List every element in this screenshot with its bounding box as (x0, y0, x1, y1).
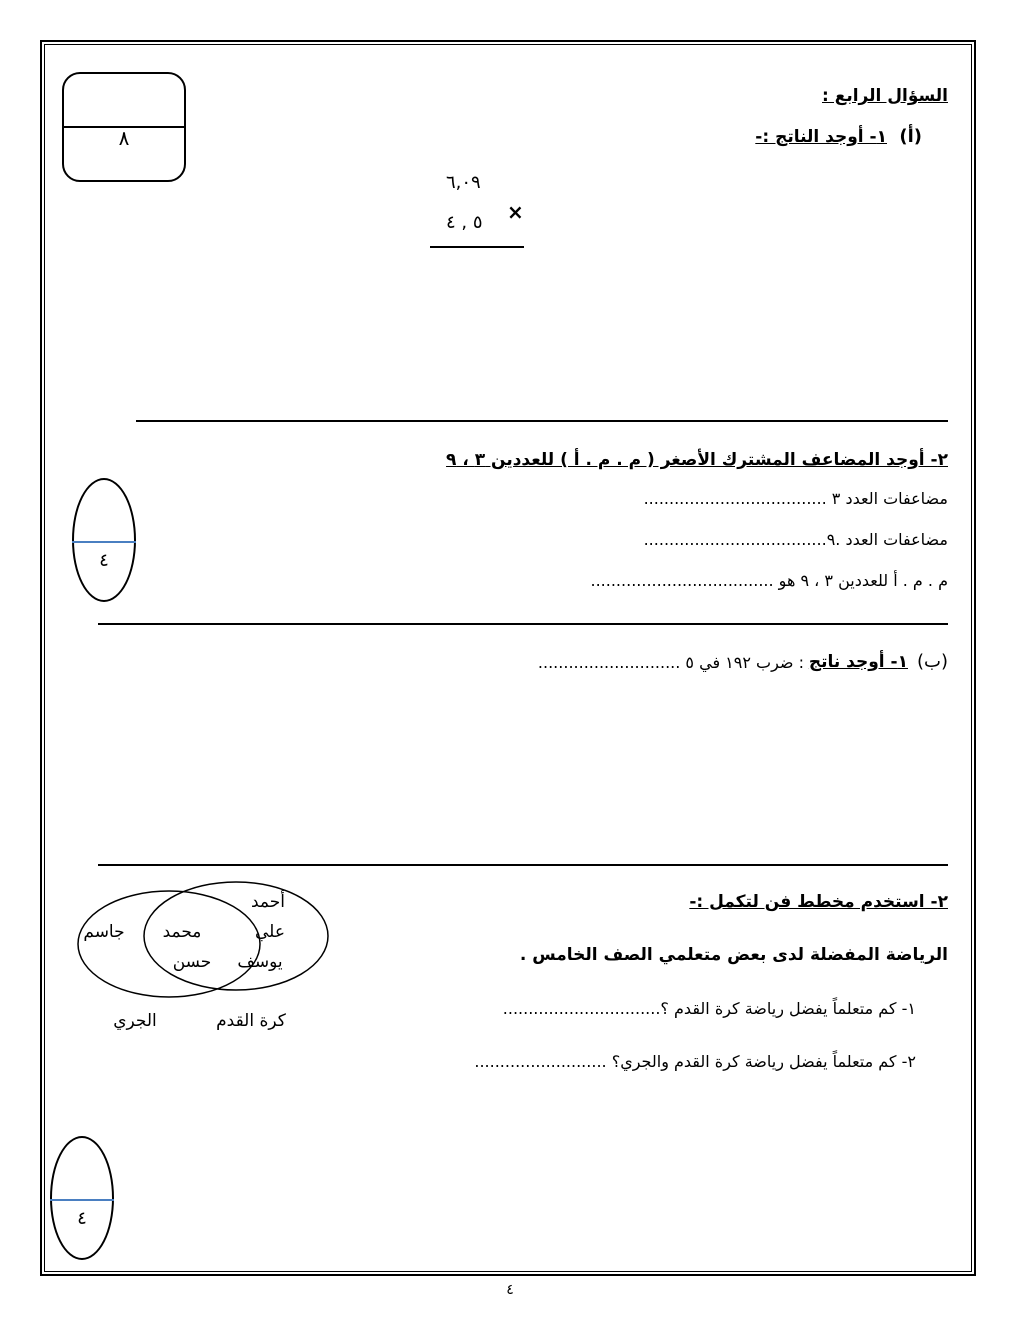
part-b-label: (ب) (917, 651, 948, 672)
divider-2 (98, 623, 948, 625)
lcm-line-2: مضاعفات العدد .٩.................................... (643, 530, 948, 549)
venn-right-only-2: علي (255, 922, 285, 942)
multiplication-line (430, 246, 524, 248)
divider-1 (136, 420, 948, 422)
venn-both-2: حسن (172, 952, 212, 972)
venn-label-running: الجري (113, 1011, 157, 1031)
lcm-title: ٢- أوجد المضاعف المشترك الأصغر ( م . م . أ ) للعددين ٣ ، ٩ (446, 450, 948, 470)
venn-score-oval (50, 1136, 114, 1260)
venn-both-1: محمد (162, 922, 202, 942)
venn-score-divider (50, 1199, 114, 1201)
multiplier: ٥ , ٤ (446, 212, 483, 233)
lcm-line-3: م . م . أ للعددين ٣ ، ٩ هو .................................... (590, 571, 948, 590)
divider-3 (98, 864, 948, 866)
venn-subtitle: الرياضة المفضلة لدى بعض متعلمي الصف الخامس . (519, 945, 948, 965)
lcm-score: ٤ (99, 550, 109, 571)
lcm-score-divider (72, 541, 136, 543)
venn-right-only-3: يوسف (237, 952, 283, 972)
lcm-score-oval (72, 478, 136, 602)
venn-left-only-1: جاسم (83, 922, 125, 942)
multiplicand: ٦,٠٩ (446, 172, 481, 193)
venn-score: ٤ (77, 1208, 87, 1229)
part-b-item1-text: : ضرب ١٩٢ في ٥ ............................ (537, 653, 804, 672)
venn-question-2: ٢- كم متعلماً يفضل رياضة كرة القدم والجري؟ .......................... (474, 1052, 916, 1071)
venn-question-1: ١- كم متعلماً يفضل رياضة كرة القدم ؟............................... (502, 999, 916, 1018)
part-b-item1-title: ١- أوجد ناتج (808, 652, 908, 672)
part-a-label: (أ) (899, 126, 922, 147)
venn-circle-running (78, 891, 260, 997)
venn-label-football: كرة القدم (216, 1011, 286, 1031)
lcm-line-1: مضاعفات العدد ٣ .................................... (643, 489, 948, 508)
times-sign: × (507, 200, 524, 224)
page-number: ٤ (506, 1282, 514, 1298)
score-box-total: ٨ (118, 126, 130, 150)
part-a-item1-title: ١- أوجد الناتج :- (755, 127, 887, 147)
venn-title: ٢- استخدم مخطط فن لتكمل :- (689, 892, 948, 912)
venn-right-only-1: أحمد (251, 892, 285, 912)
question-title: السؤال الرابع : (822, 86, 948, 106)
